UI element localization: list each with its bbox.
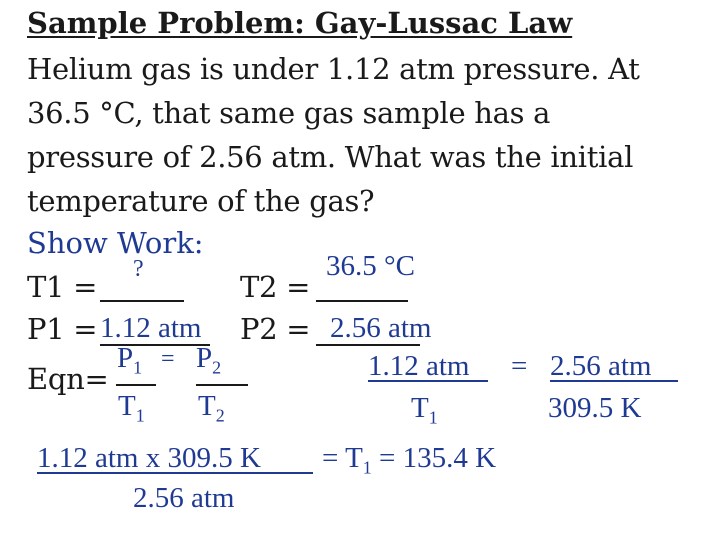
equation-p1: $P_1$ bbox=[117, 342, 143, 378]
p1-label: P1 = bbox=[27, 312, 98, 346]
problem-line-2: 36.5 °C, that same gas sample has a bbox=[27, 96, 551, 130]
p2-value: 2.56 atm bbox=[330, 312, 432, 344]
t2-value: 36.5 °C bbox=[326, 250, 415, 282]
t1-blank bbox=[100, 300, 184, 302]
substitution-left-denominator: $T_1$ bbox=[411, 392, 438, 428]
substitution-right-denominator: 309.5 K bbox=[548, 392, 642, 424]
t1-value: ? bbox=[133, 256, 144, 282]
show-work-heading: Show Work: bbox=[27, 226, 204, 260]
equation-fraction-bar-2 bbox=[196, 384, 248, 386]
solution-numerator: 1.12 atm x 309.5 K bbox=[37, 442, 261, 474]
solution-result: = $T_1 = 135.4$ K bbox=[322, 442, 497, 478]
substitution-right-bar bbox=[550, 380, 678, 382]
substitution-equals: = bbox=[511, 350, 528, 382]
t2-blank bbox=[316, 300, 408, 302]
p1-value: 1.12 atm bbox=[100, 312, 202, 344]
slide-title: Sample Problem: Gay-Lussac Law bbox=[27, 6, 573, 40]
substitution-left-numerator: 1.12 atm bbox=[368, 350, 470, 382]
solution-fraction-bar bbox=[37, 472, 313, 474]
equation-p2: $P_2$ bbox=[196, 342, 222, 378]
equation-fraction-bar-1 bbox=[116, 384, 156, 386]
equation-label: Eqn= bbox=[27, 362, 109, 396]
equation-equals: = bbox=[161, 346, 175, 372]
substitution-left-bar bbox=[368, 380, 488, 382]
problem-line-4: temperature of the gas? bbox=[27, 184, 375, 218]
equation-t1: $T_1$ bbox=[118, 390, 145, 426]
solution-denominator: 2.56 atm bbox=[133, 482, 235, 514]
t1-label: T1 = bbox=[27, 270, 98, 304]
equation-t2: $T_2$ bbox=[198, 390, 225, 426]
problem-line-3: pressure of 2.56 atm. What was the initial bbox=[27, 140, 634, 174]
problem-line-1: Helium gas is under 1.12 atm pressure. At bbox=[27, 52, 640, 86]
p2-label: P2 = bbox=[240, 312, 311, 346]
t2-label: T2 = bbox=[240, 270, 311, 304]
substitution-right-numerator: 2.56 atm bbox=[550, 350, 652, 382]
